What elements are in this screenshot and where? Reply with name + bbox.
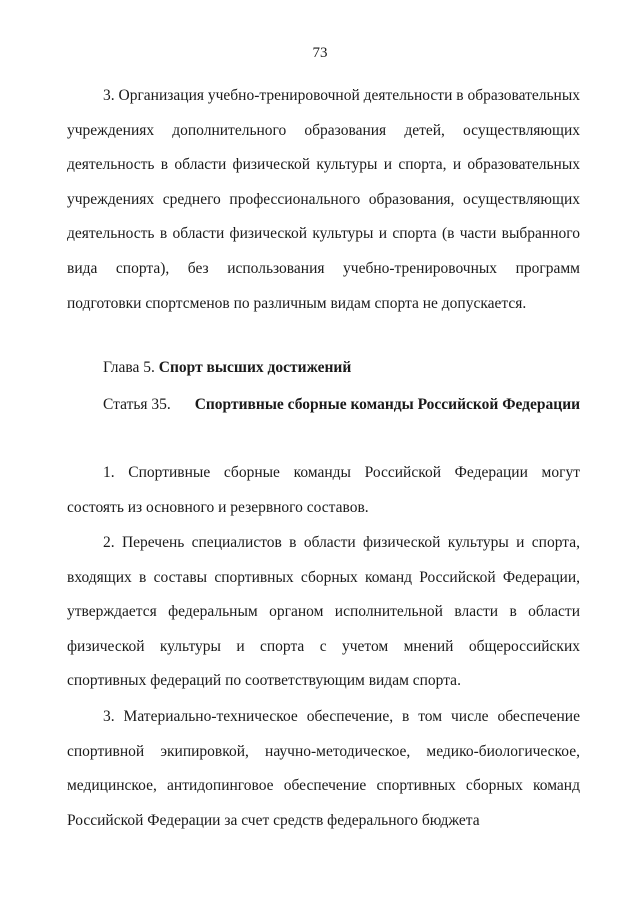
article-label: Статья 35. bbox=[103, 396, 171, 413]
paragraph-text: 1. Спортивные сборные команды Российской Федерации могут состоять из основного и резервного составов. bbox=[67, 464, 580, 516]
paragraph-text: 3. Организация учебно-тренировочной деятельности в образовательных учреждениях дополнительного образования детей, осуществляющих деятельность в области физической культуры и спорта, и образовательных учреждениях среднего профессионального образования, осуществляющих деятельность в области физической культуры и спорта (в части выбранного вида спорта), без использования учебно-тренировочных программ подготовки спортсменов по различным видам спорта не допускается. bbox=[67, 87, 580, 312]
article-heading bbox=[103, 395, 580, 415]
chapter-label: Глава 5. bbox=[103, 359, 155, 376]
paragraph-specialists-list bbox=[67, 526, 580, 699]
article-title: Спортивные сборные команды Российской Федерации bbox=[194, 396, 581, 413]
paragraph-material-support bbox=[67, 700, 580, 838]
page-number: 73 bbox=[312, 45, 328, 61]
chapter-title: Спорт высших достижений bbox=[158, 359, 352, 376]
paragraph-text: 2. Перечень специалистов в области физической культуры и спорта, входящих в составы спортивных сборных команд Российской Федерации, утверждается федеральным органом исполнительной власти в области физической культуры и спорта с учетом мнений общероссийских спортивных федераций по соответствующим видам спорта. bbox=[67, 534, 580, 690]
paragraph-training-activity bbox=[67, 79, 580, 321]
paragraph-text: 3. Материально-техническое обеспечение, в том числе обеспечение спортивной экипировкой, научно-методическое, медико-биологическое, медицинское, антидопинговое обеспечение спортивных сборных команд Российской Федерации за счет средств федерального бюджета bbox=[67, 708, 580, 829]
paragraph-team-composition bbox=[67, 456, 580, 525]
chapter-heading bbox=[103, 358, 351, 378]
